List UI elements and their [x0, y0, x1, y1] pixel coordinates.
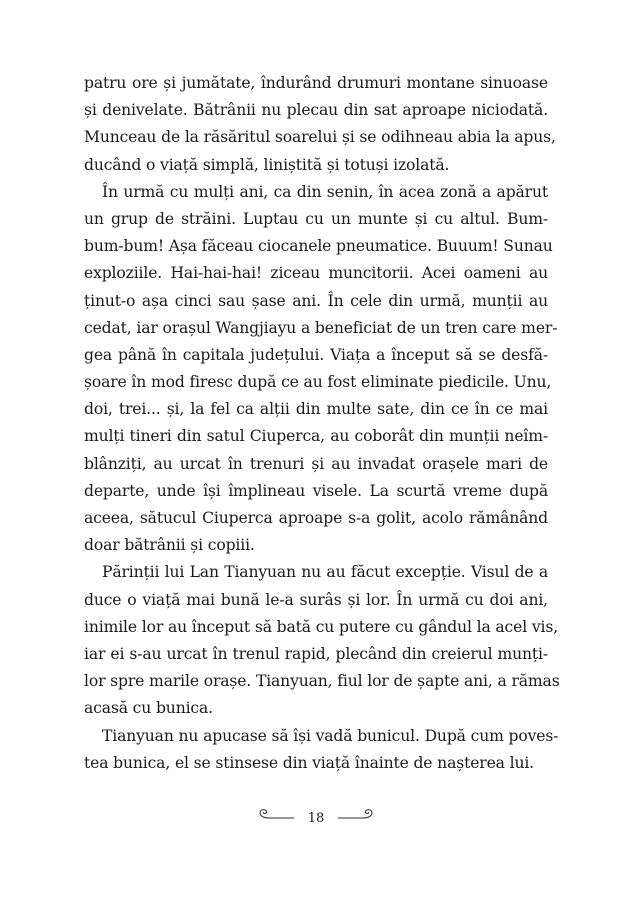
text-line: gea până în capitala județului. Viața a început să se desfă-: [84, 345, 548, 364]
text-line: un grup de străini. Luptau cu un munte și cu altul. Bum-: [84, 209, 548, 228]
text-line: și denivelate. Bătrânii nu plecau din sat aproape niciodată.: [84, 101, 548, 120]
text-line: tea bunica, el se stinsese din viață înainte de nașterea lui.: [84, 753, 534, 772]
text-line: doi, trei... și, la fel ca alții din multe sate, din ce în ce mai: [84, 400, 548, 419]
text-line: mulți tineri din satul Ciuperca, au coborât din munții neîm-: [84, 427, 548, 446]
text-line: inimile lor au început să bată cu putere cu gândul la acel vis,: [84, 617, 559, 636]
scroll-flourish-right-icon: [336, 807, 376, 823]
text-line: cedat, iar orașul Wangjiayu a beneficiat de un tren care mer-: [84, 318, 558, 337]
text-line: aceea, sătucul Ciuperca aproape s-a golit, acolo rămânând: [84, 509, 548, 527]
text-line: Munceau de la răsăritul soarelui și se odihneau abia la apus,: [84, 128, 556, 147]
text-line: acasă cu bunica.: [84, 699, 213, 718]
text-line: Părinții lui Lan Tianyuan nu au făcut excepție. Visul de a: [102, 563, 548, 582]
text-line: exploziile. Hai-hai-hai! ziceau muncitorii. Acei oameni au: [84, 264, 548, 283]
text-line: departe, unde își împlineau visele. La scurtă vreme după: [84, 481, 548, 500]
page-number: 18: [307, 810, 325, 826]
scroll-flourish-left-icon: [256, 807, 296, 823]
text-line: lor spre marile orașe. Tianyuan, fiul lor de șapte ani, a rămas: [84, 672, 560, 691]
text-line: ducând o viață simplă, liniștită și totuși izolată.: [84, 155, 450, 174]
text-line: Tianyuan nu apucase să își vadă bunicul. După cum poves-: [102, 726, 559, 745]
text-line: doar bătrânii și copiii.: [84, 536, 255, 555]
text-line: duce o viață mai bună le-a surâs și lor. În urmă cu doi ani,: [84, 590, 548, 609]
text-line: bum-bum! Așa făceau ciocanele pneumatice. Buuum! Sunau: [84, 237, 553, 256]
text-line: șoare în mod firesc după ce au fost eliminate piedicile. Unu,: [84, 373, 552, 392]
text-line: În urmă cu mulți ani, ca din senin, în acea zonă a apărut: [102, 182, 548, 201]
text-line: ținut-o așa cinci sau șase ani. În cele din urmă, munții au: [84, 291, 548, 310]
body-text: [84, 70, 560, 777]
text-line: blânziți, au urcat în trenuri și au invadat orașele mari de: [84, 454, 548, 473]
page-footer: [0, 800, 632, 830]
text-line: patru ore și jumătate, îndurând drumuri montane sinuoase: [84, 74, 548, 92]
text-line: iar ei s-au urcat în trenul rapid, plecând din creierul munți-: [84, 644, 548, 663]
